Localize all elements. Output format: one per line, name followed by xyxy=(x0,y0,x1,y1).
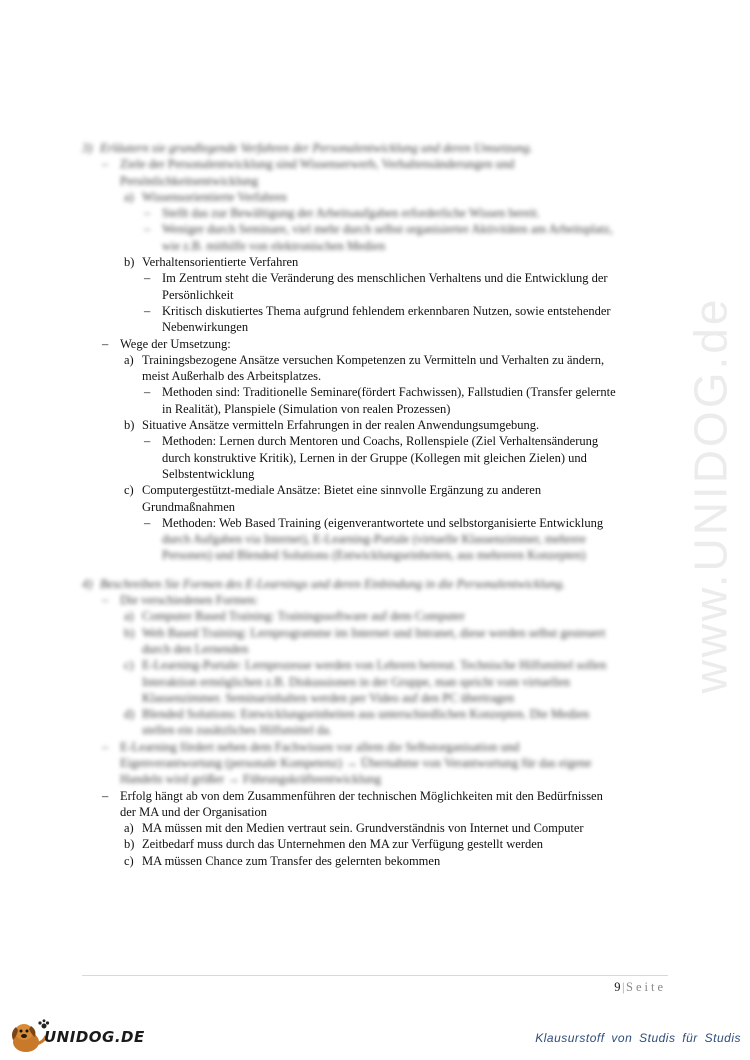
text-line xyxy=(82,254,672,270)
line-text: Methoden: Web Based Training (eigenverantwortete und selbstorganisierte Entwicklung xyxy=(162,515,604,530)
list-marker: – xyxy=(144,434,151,449)
line-text: Ziele der Personalentwicklung sind Wissenserwerb, Verhaltensänderungen und xyxy=(120,157,515,172)
text-line xyxy=(82,238,672,254)
text-line xyxy=(82,739,672,755)
text-line xyxy=(82,853,672,869)
line-text: Verhaltensorientierte Verfahren xyxy=(142,255,299,270)
line-text: E-Learning fördert neben dem Fachwissen vor allem die Selbstorganisation und xyxy=(120,739,520,754)
line-text: Erläutern sie grundlegende Verfahren der Personalentwicklung und deren Umsetzung. xyxy=(100,141,533,155)
text-line xyxy=(82,531,672,547)
text-line xyxy=(82,173,672,189)
text-line xyxy=(82,189,672,205)
line-text: Beschreiben Sie Formen des E-Learnings und deren Einbindung in die Personalentwicklung. xyxy=(100,576,566,591)
list-marker: b) xyxy=(124,837,135,852)
text-line xyxy=(82,788,672,804)
line-text: Im Zentrum steht die Veränderung des menschlichen Verhaltens und die Entwicklung der xyxy=(162,271,608,286)
line-text: durch konstruktive Kritik), Lernen in der Gruppe (Kollegen mit gleichen Zielen) und xyxy=(162,450,587,465)
list-marker: – xyxy=(144,222,151,237)
list-marker: – xyxy=(102,336,109,351)
line-text: durch Aufgaben via Internet), E-Learning-Portale (virtuelle Klassenzimmer, mehrere xyxy=(162,532,586,547)
list-marker: – xyxy=(144,515,151,530)
text-line xyxy=(82,384,672,400)
text-line xyxy=(82,755,672,771)
line-text: E-Learning-Portale: Lernprozesse werden von Lehrern betreut. Technische Hilfsmittel sollen xyxy=(142,658,607,673)
text-line xyxy=(82,466,672,482)
text-line xyxy=(82,499,672,515)
list-marker: – xyxy=(144,385,151,400)
line-text: MA müssen Chance zum Transfer des gelernten bekommen xyxy=(142,853,441,868)
list-marker: – xyxy=(144,303,151,318)
line-text: Wissensorientierte Verfahren xyxy=(142,189,287,204)
line-text: wie z.B. mithilfe von elektronischen Medien xyxy=(162,238,386,253)
line-text: Die verschiedenen Formen: xyxy=(120,593,259,608)
list-marker: – xyxy=(102,157,109,172)
list-marker: – xyxy=(102,788,109,803)
list-marker: 4) xyxy=(82,576,93,591)
text-line xyxy=(82,547,672,563)
line-text: stellen ein zusätzliches Hilfsmittel da. xyxy=(142,723,332,738)
watermark xyxy=(665,285,750,705)
line-text: Trainingsbezogene Ansätze versuchen Kompetenzen zu Vermitteln und Verhalten zu ändern, xyxy=(142,352,605,367)
list-marker: a) xyxy=(124,821,134,836)
text-line xyxy=(82,287,672,303)
text-line xyxy=(82,270,672,286)
line-text: Computer Based Training: Trainingssoftware auf dem Computer xyxy=(142,609,465,624)
list-marker: c) xyxy=(124,658,134,673)
line-text: Eigenverantwortung (personale Kompetenz) → Übernahme von Verantwortung für das eigene xyxy=(120,755,592,770)
line-text: Nebenwirkungen xyxy=(162,320,249,335)
list-marker: – xyxy=(144,206,151,221)
text-line xyxy=(82,804,672,820)
line-text: Methoden sind: Traditionelle Seminare(fördert Fachwissen), Fallstudien (Transfer gelernte xyxy=(162,385,616,400)
text-line xyxy=(82,515,672,531)
text-line xyxy=(82,303,672,319)
text-line xyxy=(82,836,672,852)
line-text: Grundmaßnahmen xyxy=(142,499,236,514)
list-marker: – xyxy=(102,739,109,754)
list-marker: d) xyxy=(124,707,135,722)
line-text: Weniger durch Seminare, viel mehr durch selbst organisierter Aktivitäten am Arbeitsplatz, xyxy=(162,222,613,237)
line-text: in Realität), Planspiele (Simulation von realen Prozessen) xyxy=(162,401,451,416)
line-text: Methoden: Lernen durch Mentoren und Coachs, Rollenspiele (Ziel Verhaltensänderung xyxy=(162,434,599,449)
text-line xyxy=(82,592,672,608)
text-line xyxy=(82,156,672,172)
page-number-value: 9 xyxy=(614,980,622,994)
line-text: Kritisch diskutiertes Thema aufgrund fehlendem erkennbaren Nutzen, sowie entstehender xyxy=(162,303,611,318)
list-marker: 3) xyxy=(82,141,93,155)
line-text: MA müssen mit den Medien vertraut sein. Grundverständnis von Internet und Computer xyxy=(142,821,584,836)
section-heading xyxy=(82,140,672,156)
text-line xyxy=(82,641,672,657)
text-line xyxy=(82,674,672,690)
line-text: Zeitbedarf muss durch das Unternehmen den MA zur Verfügung gestellt werden xyxy=(142,837,544,852)
list-marker: b) xyxy=(124,418,135,433)
document-body xyxy=(82,140,672,869)
list-marker: c) xyxy=(124,853,134,868)
line-text: meist Außerhalb des Arbeitsplatzes. xyxy=(142,369,322,384)
text-line xyxy=(82,433,672,449)
list-marker: c) xyxy=(124,483,134,498)
line-text: Klassenzimmer. Seminarinhalten werden per Video auf den PC übertragen xyxy=(142,690,515,705)
text-line xyxy=(82,608,672,624)
list-marker: a) xyxy=(124,189,134,204)
list-marker: a) xyxy=(124,609,134,624)
text-line xyxy=(82,221,672,237)
text-line xyxy=(82,417,672,433)
section-heading xyxy=(82,576,672,592)
line-text: Persönlichkeitsentwicklung xyxy=(120,173,259,188)
text-line xyxy=(82,336,672,352)
text-line xyxy=(82,205,672,221)
text-line xyxy=(82,401,672,417)
text-line xyxy=(82,482,672,498)
page-number-separator: | xyxy=(621,980,626,994)
line-text: Computergestützt-mediale Ansätze: Bietet eine sinnvolle Ergänzung zu anderen xyxy=(142,483,542,498)
line-text: Stellt das zur Bewältigung der Arbeitsaufgaben erforderliche Wissen bereit. xyxy=(162,206,540,221)
logo-text: UNIDOG.DE xyxy=(44,1028,145,1046)
text-line xyxy=(82,820,672,836)
text-line xyxy=(82,625,672,641)
text-line xyxy=(82,657,672,673)
text-line xyxy=(82,352,672,368)
text-line xyxy=(82,368,672,384)
line-text: Persönlichkeit xyxy=(162,287,234,302)
line-text: Wege der Umsetzung: xyxy=(120,336,231,351)
line-text: Selbstentwicklung xyxy=(162,466,255,481)
line-text: Personen) und Blended Solutions (Entwicklungseinheiten, aus mehreren Konzepten) xyxy=(162,548,586,563)
line-text: Interaktion ermöglichen z.B. Diskussionen in der Gruppe, man spricht vom virtuellen xyxy=(142,674,571,689)
text-line xyxy=(82,690,672,706)
line-text: Blended Solutions: Entwicklungseinheiten aus unterschiedlichen Konzepten. Die Medien xyxy=(142,707,590,722)
list-marker: – xyxy=(144,271,151,286)
watermark-text: www.UNIDOG.de xyxy=(684,296,737,694)
page-number xyxy=(614,980,666,995)
section-gap xyxy=(82,564,672,576)
text-line xyxy=(82,706,672,722)
line-text: durch den Lernenden xyxy=(142,641,249,656)
list-marker: b) xyxy=(124,255,135,270)
footer-divider xyxy=(82,975,668,976)
list-marker: – xyxy=(102,593,109,608)
text-line xyxy=(82,722,672,738)
line-text: Situative Ansätze vermitteln Erfahrungen in der realen Anwendungsumgebung. xyxy=(142,418,540,433)
tagline: Klausurstoff von Studis für Studis xyxy=(535,1031,741,1045)
line-text: Handeln wird größer → Führungskräfteentwicklung xyxy=(120,772,382,787)
text-line xyxy=(82,450,672,466)
line-text: Web Based Training: Lernprogramme im Internet und Intranet, diese werden selbst gesteuert xyxy=(142,625,606,640)
page-label: Seite xyxy=(626,980,666,994)
unidog-logo xyxy=(6,1018,145,1056)
list-marker: b) xyxy=(124,625,135,640)
list-marker: a) xyxy=(124,352,134,367)
text-line xyxy=(82,771,672,787)
line-text: der MA und der Organisation xyxy=(120,804,267,819)
line-text: Erfolg hängt ab von dem Zusammenführen der technischen Möglichkeiten mit den Bedürfnissen xyxy=(120,788,603,803)
text-line xyxy=(82,319,672,335)
